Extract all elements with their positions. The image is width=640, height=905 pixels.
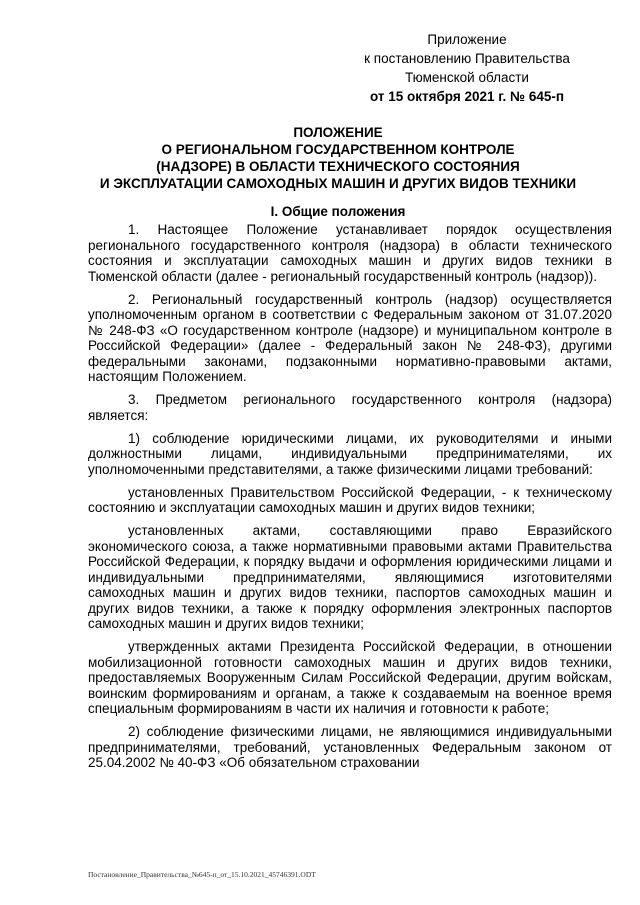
document-title [88, 124, 588, 192]
paragraph: установленных Правительством Российской Федерации, - к техническому состоянию и эксплуатации самоходных машин и других видов техники; [88, 484, 612, 515]
paragraph: 2. Региональный государственный контроль (надзор) осуществляется уполномоченным органом в соответствии с Федеральным законом от 31.07.2020 № 248-ФЗ «О государственном контроле (надзоре) и муниципальном контроле в Российской Федерации» (далее - Федеральный закон № 248-ФЗ), другими федеральными законами, подзаконными нормативно-правовыми актами, настоящим Положением. [88, 291, 612, 384]
paragraph: 1. Настоящее Положение устанавливает порядок осуществления регионального государственного контроля (надзора) в области технического состояния и эксплуатации самоходных машин и других видов техники в Тюменской области (далее - региональный государственный контроль (надзор)). [88, 222, 612, 284]
title-line-1: ПОЛОЖЕНИЕ [293, 125, 383, 140]
title-line-4: И ЭКСПЛУАТАЦИИ САМОХОДНЫХ МАШИН И ДРУГИХ ВИДОВ ТЕХНИКИ [99, 176, 577, 191]
paragraph: 1) соблюдение юридическими лицами, их руководителями и иными должностными лицами, индивидуальными предпринимателями, их уполномоченными представителями, а также физическими лицами требований: [88, 430, 612, 477]
section-heading: I. Общие положения [270, 204, 406, 219]
paragraph: утвержденных актами Президента Российской Федерации, в отношении мобилизационной готовности самоходных машин и других видов техники, предоставляемых Вооруженным Силам Российской Федерации, другим войскам, воинским формированиям и органам, а также к создаваемым на военное время специальным формированиям в части их наличия и готовности к работе; [88, 639, 612, 716]
title-line-3: (НАДЗОРЕ) В ОБЛАСТИ ТЕХНИЧЕСКОГО СОСТОЯНИЯ [156, 159, 520, 174]
document-body [88, 222, 612, 778]
paragraph: 2) соблюдение физическими лицами, не являющимися индивидуальными предпринимателями, требований, установленных Федеральным законом от 25.04.2002 № 40-ФЗ «Об обязательном страховании [88, 724, 612, 770]
header-date: от 15 октября 2021 г. № 645-п [369, 89, 565, 104]
document-header [347, 30, 587, 106]
header-region: Тюменской области [405, 70, 529, 85]
paragraph: установленных актами, составляющими право Евразийского экономического союза, а также нормативными правовыми актами Правительства Российской Федерации, к порядку выдачи и оформления юридическими лицами и индивидуальными предпринимателями, являющимися изготовителями самоходных машин и других видов техники, паспортов самоходных машин и других видов техники, а также к порядку оформления электронных паспортов самоходных машин и других видов техники; [88, 523, 612, 631]
header-appendix: Приложение [427, 32, 507, 47]
paragraph: 3. Предметом регионального государственного контроля (надзора) является: [88, 392, 612, 423]
title-line-2: О РЕГИОНАЛЬНОМ ГОСУДАРСТВЕННОМ КОНТРОЛЕ [161, 142, 515, 157]
header-to-resolution: к постановлению Правительства [364, 51, 570, 66]
file-footer: Постановление_Правительства_№645-п_от_15.10.2021_45746391.ODT [88, 870, 316, 879]
